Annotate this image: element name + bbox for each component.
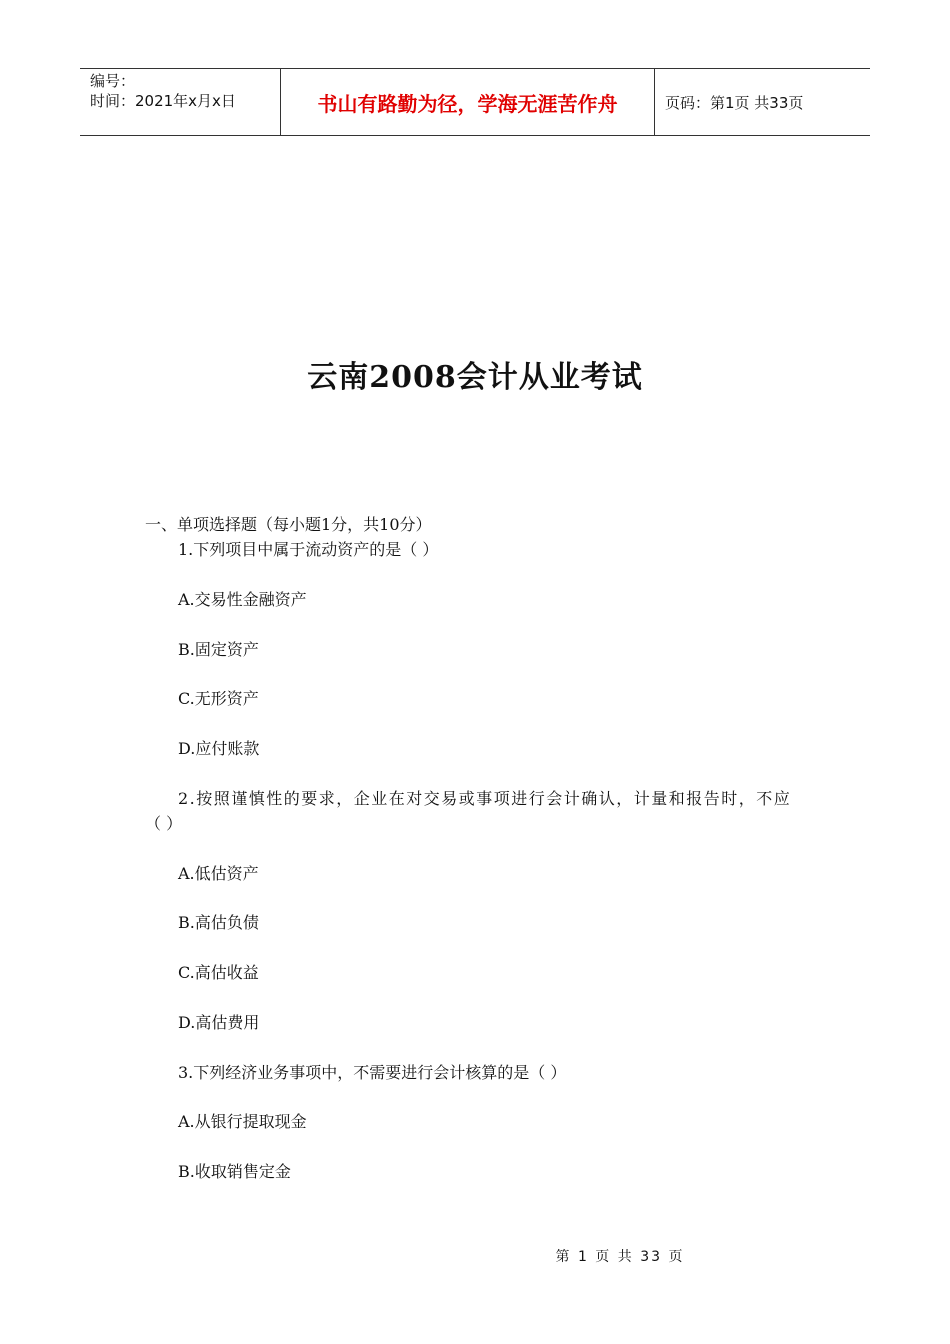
question-stem: 3.下列经济业务事项中，不需要进行会计核算的是（ ） bbox=[178, 1063, 567, 1082]
page-header bbox=[80, 68, 870, 136]
document-title: 云南2008会计从业考试 bbox=[307, 360, 643, 395]
time-label: 时间：2021年x月x日 bbox=[90, 92, 236, 110]
option-item: C.无形资产 bbox=[178, 689, 259, 708]
option-item: D.高估费用 bbox=[178, 1013, 260, 1032]
header-motto: 书山有路勤为径，学海无涯苦作舟 bbox=[281, 69, 655, 135]
header-meta bbox=[80, 69, 281, 135]
option-item: B.收取销售定金 bbox=[178, 1162, 291, 1181]
section-heading: 一、单项选择题（每小题1分，共10分） bbox=[145, 515, 432, 534]
option-item: D.应付账款 bbox=[178, 739, 260, 758]
header-page-info: 页码：第1页 共33页 bbox=[665, 93, 804, 112]
option-item: B.高估负债 bbox=[178, 913, 259, 932]
serial-label: 编号： bbox=[90, 72, 136, 90]
option-item: C.高估收益 bbox=[178, 963, 259, 982]
option-item: A.从银行提取现金 bbox=[178, 1112, 307, 1131]
option-item: B.固定资产 bbox=[178, 640, 259, 659]
question-stem: 1.下列项目中属于流动资产的是（ ） bbox=[178, 540, 439, 559]
question-stem-continued: （ ） bbox=[145, 814, 183, 833]
question-stem: 2.按照谨慎性的要求，企业在对交易或事项进行会计确认，计量和报告时，不应 bbox=[178, 789, 792, 808]
option-item: A.低估资产 bbox=[178, 864, 259, 883]
option-item: A.交易性金融资产 bbox=[178, 590, 307, 609]
page-footer: 第 1 页 共 33 页 bbox=[555, 1249, 685, 1265]
